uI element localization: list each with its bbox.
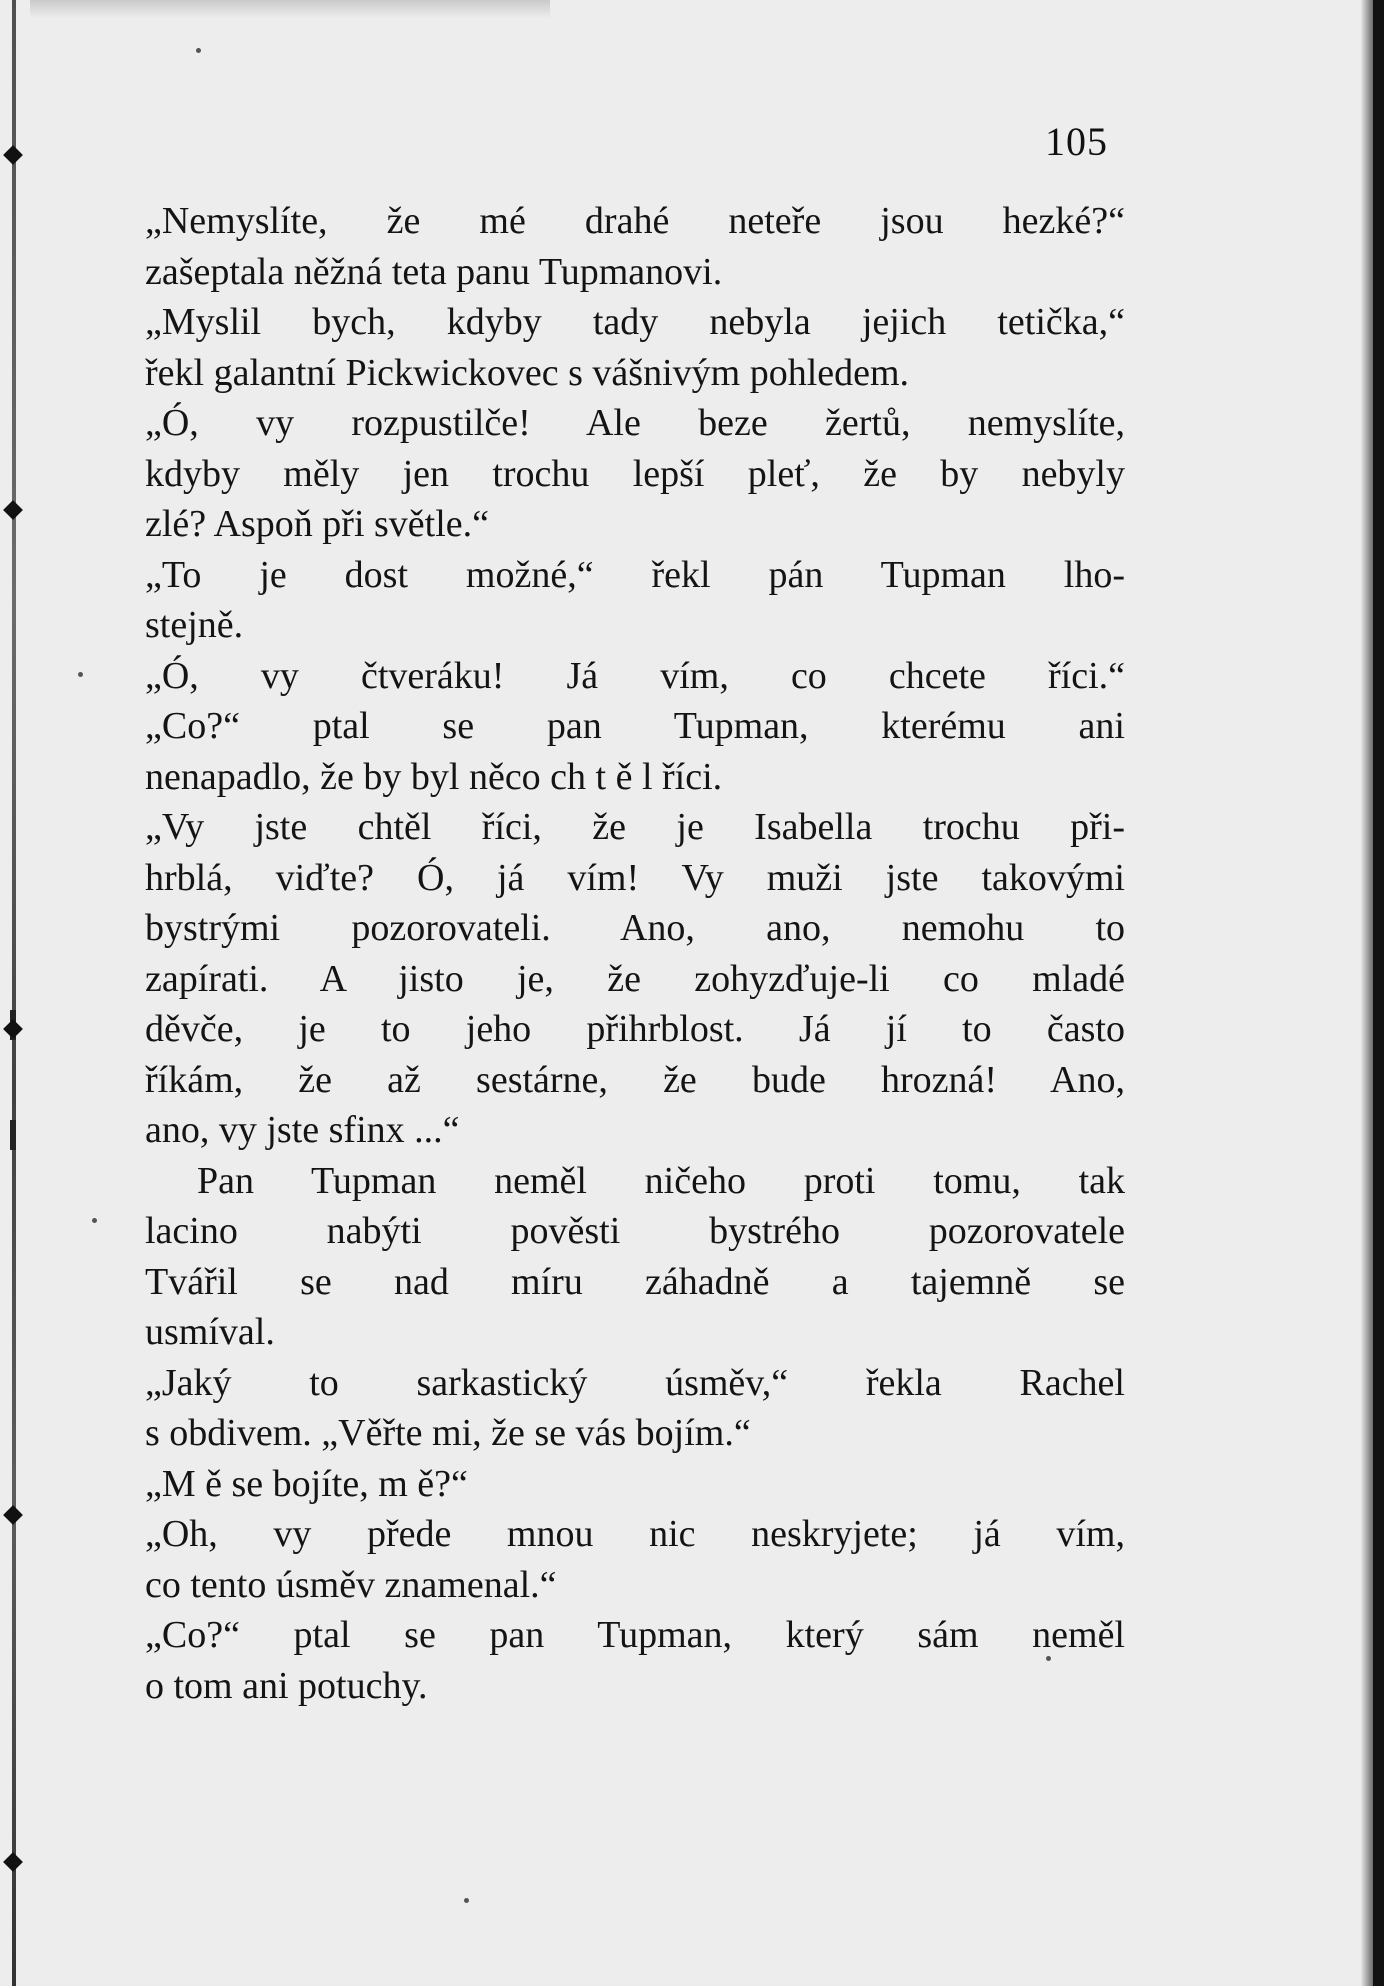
text-line: stejně. <box>145 604 244 646</box>
binding-mark-icon <box>3 500 23 520</box>
text-line: o tom ani potuchy. <box>145 1664 428 1707</box>
text-line: hrblá, viďte? Ó, já vím! Vy muži jste takovými <box>145 856 1125 899</box>
text-line: usmíval. <box>145 1311 275 1353</box>
page-number: 105 <box>1045 119 1108 164</box>
text-line: lacino nabýti pověsti bystrého pozorovatele <box>145 1210 1125 1252</box>
text-line: kdyby měly jen trochu lepší pleť, že by nebyly <box>145 452 1125 495</box>
text-line: děvče, je to jeho přihrblost. Já jí to často <box>145 1008 1125 1050</box>
text-line: „Vy jste chtěl říci, že je Isabella trochu při- <box>145 806 1125 848</box>
text-line: co tento úsměv znamenal.“ <box>145 1563 557 1606</box>
text-line: nenapadlo, že by byl něco ch t ě l říci. <box>145 755 723 798</box>
speck <box>196 48 201 53</box>
text-line: ano, vy jste sfinx ...“ <box>145 1109 460 1151</box>
scan-shadow <box>1361 0 1373 1986</box>
text-line: „Ó, vy rozpustilče! Ale beze žertů, nemyslíte, <box>145 402 1125 444</box>
binding-mark-icon <box>3 1505 23 1525</box>
binding-mark-icon <box>3 1852 23 1872</box>
binding-tick <box>10 1120 16 1150</box>
text-line: „Nemyslíte, že mé drahé neteře jsou hezké?“ <box>145 200 1125 242</box>
text-line: „Co?“ ptal se pan Tupman, který sám neměl <box>145 1614 1125 1656</box>
scan-edge <box>1373 0 1384 1986</box>
text-line: „Co?“ ptal se pan Tupman, kterému ani <box>145 705 1125 747</box>
text-line: „Ó, vy čtveráku! Já vím, co chcete říci.“ <box>145 654 1125 697</box>
text-line: s obdivem. „Věřte mi, že se vás bojím.“ <box>145 1412 751 1454</box>
text-line: „Myslil bych, kdyby tady nebyla jejich tetička,“ <box>145 301 1125 343</box>
text-line: Tvářil se nad míru záhadně a tajemně se <box>145 1260 1125 1303</box>
text-line: „To je dost možné,“ řekl pán Tupman lho- <box>145 553 1125 596</box>
text-line: „Oh, vy přede mnou nic neskryjete; já vím, <box>145 1513 1125 1555</box>
text-line: zlé? Aspoň při světle.“ <box>145 503 490 545</box>
binding-mark-icon <box>3 1019 23 1039</box>
text-line: řekl galantní Pickwickovec s vášnivým pohledem. <box>145 351 910 394</box>
binding-mark-icon <box>3 145 23 165</box>
binding-edge <box>12 0 16 1986</box>
text-line: zapírati. A jisto je, že zohyzďuje-li co mladé <box>145 957 1125 1000</box>
text-line: Pan Tupman neměl ničeho proti tomu, tak <box>197 1159 1125 1202</box>
speck <box>92 1218 97 1223</box>
text-line: bystrými pozorovateli. Ano, ano, nemohu to <box>145 907 1125 949</box>
speck <box>78 672 83 677</box>
scan-smudge <box>30 0 550 18</box>
body-text <box>145 196 1125 1711</box>
speck <box>464 1898 469 1903</box>
text-line: zašeptala něžná teta panu Tupmanovi. <box>145 250 723 293</box>
text-line: říkám, že až sestárne, že bude hrozná! Ano, <box>145 1058 1125 1101</box>
text-line: „Jaký to sarkastický úsměv,“ řekla Rachel <box>145 1361 1125 1404</box>
text-line: „M ě se bojíte, m ě?“ <box>145 1462 468 1505</box>
